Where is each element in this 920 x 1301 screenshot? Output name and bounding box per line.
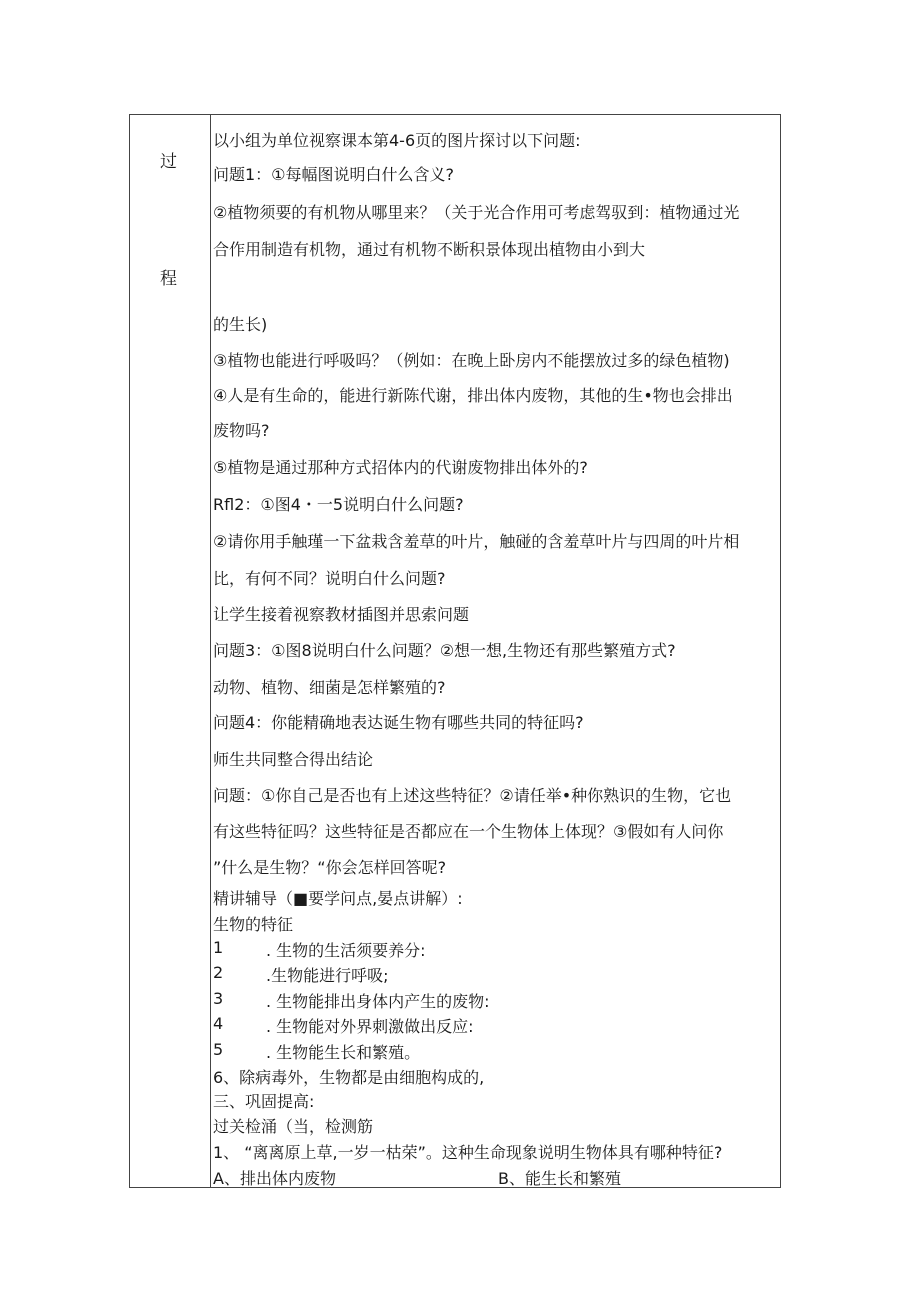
text-line: 废物吗? xyxy=(213,421,270,440)
section-heading: 生物的特征 xyxy=(213,915,294,934)
text-line: 问题1：①每幅图说明白什么含义? xyxy=(213,165,455,184)
section-heading: 三、巩固提高: xyxy=(213,1092,315,1111)
section-heading: 精讲辅导（■要学问点,晏点讲解）: xyxy=(213,889,463,908)
text-line: 比，有何不同？说明白什么问题? xyxy=(213,569,446,588)
side-label-cheng: 程 xyxy=(160,269,177,289)
text-line: ②植物须要的有机物从哪里来？（关于光合作用可考虑驾驭到：植物通过光 xyxy=(213,203,740,222)
feature-text: . 生物的生活须要养分: xyxy=(266,941,426,960)
text-line: 让学生接着视察教材插图并思索问题 xyxy=(213,605,470,624)
feature-number: 4 xyxy=(213,1014,224,1033)
text-line: 问题3：①图8说明白什么问题？②想一想,生物还有那些繁殖方式? xyxy=(213,641,676,660)
text-line: 有这些特征吗？这些特征是否都应在一个生物体上体现？③假如有人问你 xyxy=(213,822,724,841)
text-line: ④人是有生命的，能进行新陈代谢，排出体内废物，其他的生•物也会排出 xyxy=(213,386,733,405)
text-line: 合作用制造有机物，通过有机物不断积景体现出植物由小到大 xyxy=(213,240,646,259)
text-line: 过关检涌（当，检测筋 xyxy=(213,1117,374,1136)
text-line: 以小组为单位视察课本第4-6页的图片探讨以下问题: xyxy=(213,131,581,150)
question-text: 1、 “离离原上草,一岁一枯荣”。这种生命现象说明生物体具有哪种特征? xyxy=(213,1143,723,1162)
option-a: A、排出体内废物 xyxy=(213,1169,336,1188)
text-line: 动物、植物、细菌是怎样繁殖的? xyxy=(213,678,446,697)
text-line: ⑤植物是通过那种方式招体内的代谢废物排出体外的? xyxy=(213,458,588,477)
feature-number: 1 xyxy=(213,938,224,957)
feature-number: 5 xyxy=(213,1040,224,1059)
feature-text: .生物能进行呼吸; xyxy=(266,966,389,985)
text-line: 问题：①你自己是否也有上述这些特征？②请任举•种你熟识的生物，它也 xyxy=(213,786,732,805)
feature-number: 3 xyxy=(213,989,224,1008)
text-line: ③植物也能进行呼吸吗？（例如：在晚上卧房内不能摆放过多的绿色植物) xyxy=(213,351,730,370)
text-line: ②请你用手触瑾一下盆栽含羞草的叶片，触碰的含羞草叶片与四周的叶片相 xyxy=(213,532,740,551)
side-label-guo: 过 xyxy=(160,152,177,172)
text-line: ”什么是生物？“你会怎样回答呢? xyxy=(213,858,447,877)
option-b: B、能生长和繁殖 xyxy=(498,1169,621,1188)
text-line: 的生长) xyxy=(213,315,268,334)
feature-text: . 生物能排出身体内产生的废物: xyxy=(266,992,490,1011)
text-line: 6、除病毒外，生物都是由细胞构成的, xyxy=(213,1068,485,1087)
column-divider xyxy=(210,114,211,1188)
text-line: Rfl2：①图4・一5说明白什么问题? xyxy=(213,495,464,514)
feature-text: . 生物能对外界刺激做出反应: xyxy=(266,1017,474,1036)
text-line: 师生共同整合得出结论 xyxy=(213,750,374,769)
text-line: 问题4：你能精确地表达诞生物有哪些共同的特征吗? xyxy=(213,713,584,732)
feature-text: . 生物能生长和繁殖。 xyxy=(266,1043,421,1062)
feature-number: 2 xyxy=(213,963,224,982)
